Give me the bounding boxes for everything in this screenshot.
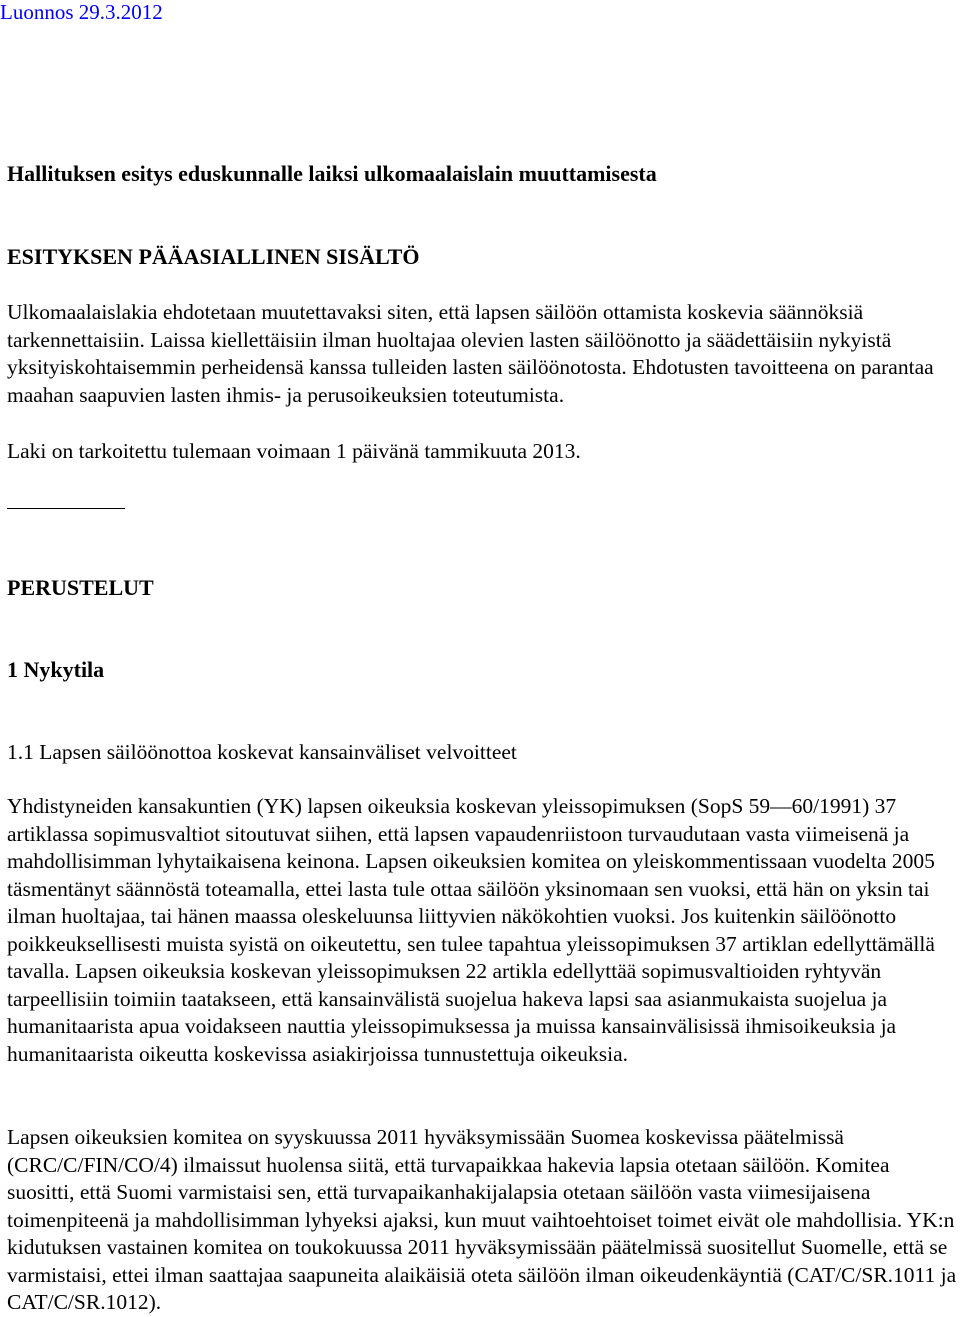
summary-paragraph: Ulkomaalaislakia ehdotetaan muutettavaksi siten, että lapsen säilöön ottamista koskevia säännöksiä tarkennettaisiin. Laissa kiellettäisiin ilman huoltajaa olevien lasten säilöönotto ja säädettäisiin nykyistä yksityiskohtaisemmin perheidensä kanssa tulleiden lasten säilöönotosta. Ehdotusten tavoitteena on parantaa maahan saapuvien lasten ihmis- ja perusoikeuksien toteutumista. <box>7 300 934 407</box>
subsection-heading: 1.1 Lapsen säilöönottoa koskevat kansainväliset velvoitteet <box>7 740 517 764</box>
summary-heading: ESITYKSEN PÄÄASIALLINEN SISÄLTÖ <box>7 244 420 269</box>
document-title: Hallituksen esitys eduskunnalle laiksi ulkomaalaislain muuttamisesta <box>7 161 657 186</box>
committee-paragraph: Lapsen oikeuksien komitea on syyskuussa 2011 hyväksymissään Suomea koskevissa päätelmissä (CRC/C/FIN/CO/4) ilmaissut huolensa siitä, että turvapaikkaa hakevia lapsia otetaan säilöön. Komitea suositti, että Suomi varmistaisi sen, että turvapaikanhakijalapsia otetaan säilöön vasta viimesijaisena toimenpiteenä ja mahdollisimman lyhyeksi ajaksi, kun muut vaihtoehtoiset toimet eivät ole mahdollisia. YK:n kidutuksen vastainen komitea on toukokuussa 2011 hyväksymissään päätelmissä suositellut Suomelle, että se varmistaisi, ettei ilman saattajaa saapuneita alaikäisiä oteta säilöön ilman oikeudenkäyntiä (CAT/C/SR.1011 ja CAT/C/SR.1012). <box>7 1125 957 1314</box>
separator-line <box>7 508 125 509</box>
entry-into-force-paragraph: Laki on tarkoitettu tulemaan voimaan 1 päivänä tammikuuta 2013. <box>7 439 581 463</box>
rationale-heading: PERUSTELUT <box>7 575 154 600</box>
yk-convention-paragraph: Yhdistyneiden kansakuntien (YK) lapsen oikeuksia koskevan yleissopimuksen (SopS 59—60/1991) 37 artiklassa sopimusvaltiot sitoutuvat siihen, että lapsen vapaudenriistoon turvaudutaan vasta viimeisenä ja mahdollisimman lyhytaikaisena keinona. Lapsen oikeuksien komitea on yleiskommentissaan vuodelta 2005 täsmentänyt säännöstä toteamalla, ettei lasta tule ottaa säilöön yksinomaan sen vuoksi, että hän on yksin tai ilman huoltajaa, tai hänen maassa oleskeluunsa liittyvien näkökohtien vuoksi. Jos kuitenkin säilöönotto poikkeuksellisesti muista syistä on oikeutettu, sen tulee tapahtua yleissopimuksen 37 artiklan edellyttämällä tavalla. Lapsen oikeuksia koskevan yleissopimuksen 22 artikla edellyttää sopimusvaltioiden ryhtyvän tarpeellisiin toimiin taatakseen, että kansainvälistä suojelua hakeva lapsi saa asianmukaista suojelua ja humanitaarista apua voidakseen nauttia yleissopimuksessa ja muissa kansainvälisissä ihmisoikeuksia ja humanitaarista oikeutta koskevissa asiakirjoissa tunnustettuja oikeuksia. <box>7 794 935 1066</box>
current-state-heading: 1 Nykytila <box>7 657 105 682</box>
draft-date-label: Luonnos 29.3.2012 <box>0 0 163 24</box>
